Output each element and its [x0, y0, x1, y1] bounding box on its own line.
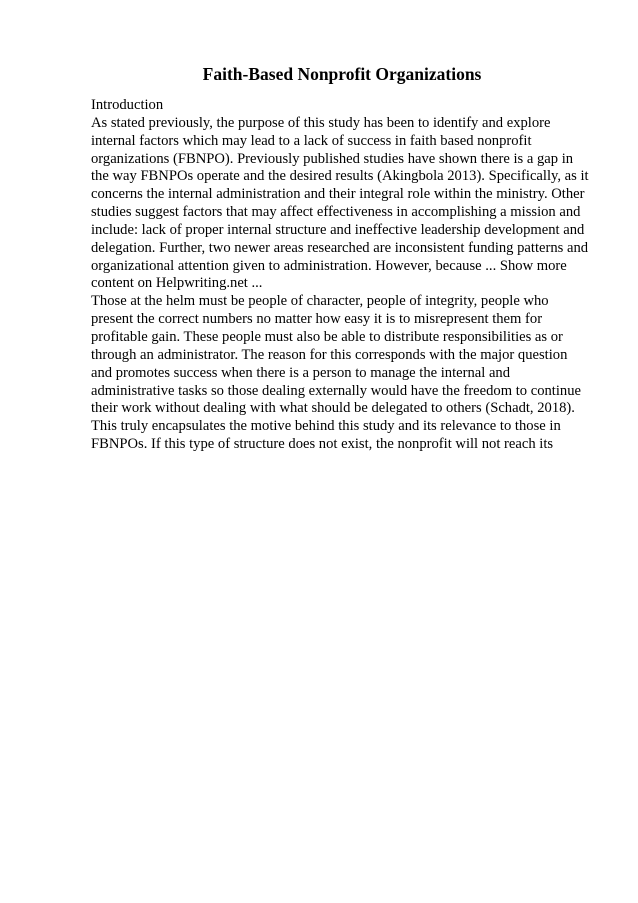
- text-line: delegation. Further, two newer areas researched are inconsistent funding patterns and: [91, 239, 589, 256]
- document-title: Faith-Based Nonprofit Organizations: [202, 64, 482, 84]
- section-heading-introduction: Introduction: [91, 97, 164, 113]
- text-line: administrative tasks so those dealing externally would have the freedom to continue: [91, 382, 581, 399]
- text-line: and promotes success when there is a person to manage the internal and: [91, 364, 511, 381]
- text-line: organizations (FBNPO). Previously published studies have shown there is a gap in: [91, 150, 574, 167]
- text-line: As stated previously, the purpose of this study has been to identify and explore: [91, 114, 551, 131]
- text-line: content on Helpwriting.net ...: [91, 275, 263, 292]
- document-body: [91, 97, 601, 454]
- text-line: their work without dealing with what should be delegated to others (Schadt, 2018).: [91, 400, 575, 417]
- text-line: the way FBNPOs operate and the desired results (Akingbola 2013). Specifically, as it: [91, 168, 589, 185]
- text-line: FBNPOs. If this type of structure does not exist, the nonprofit will not reach its: [91, 436, 554, 453]
- text-line: studies suggest factors that may affect effectiveness in accomplishing a mission and: [91, 204, 581, 221]
- text-line: profitable gain. These people must also be able to distribute responsibilities as or: [91, 328, 563, 345]
- text-line: Those at the helm must be people of character, people of integrity, people who: [91, 293, 549, 310]
- text-line: This truly encapsulates the motive behind this study and its relevance to those in: [91, 418, 561, 435]
- text-line: organizational attention given to administration. However, because ... Show more: [91, 257, 567, 274]
- text-line: present the correct numbers no matter how easy it is to misrepresent them for: [91, 311, 543, 328]
- text-line: through an administrator. The reason for this corresponds with the major question: [91, 346, 568, 363]
- text-line: concerns the internal administration and their integral role within the ministry. Other: [91, 186, 585, 203]
- text-line: internal factors which may lead to a lack of success in faith based nonprofit: [91, 132, 532, 149]
- text-line: include: lack of proper internal structure and ineffective leadership development and: [91, 221, 585, 238]
